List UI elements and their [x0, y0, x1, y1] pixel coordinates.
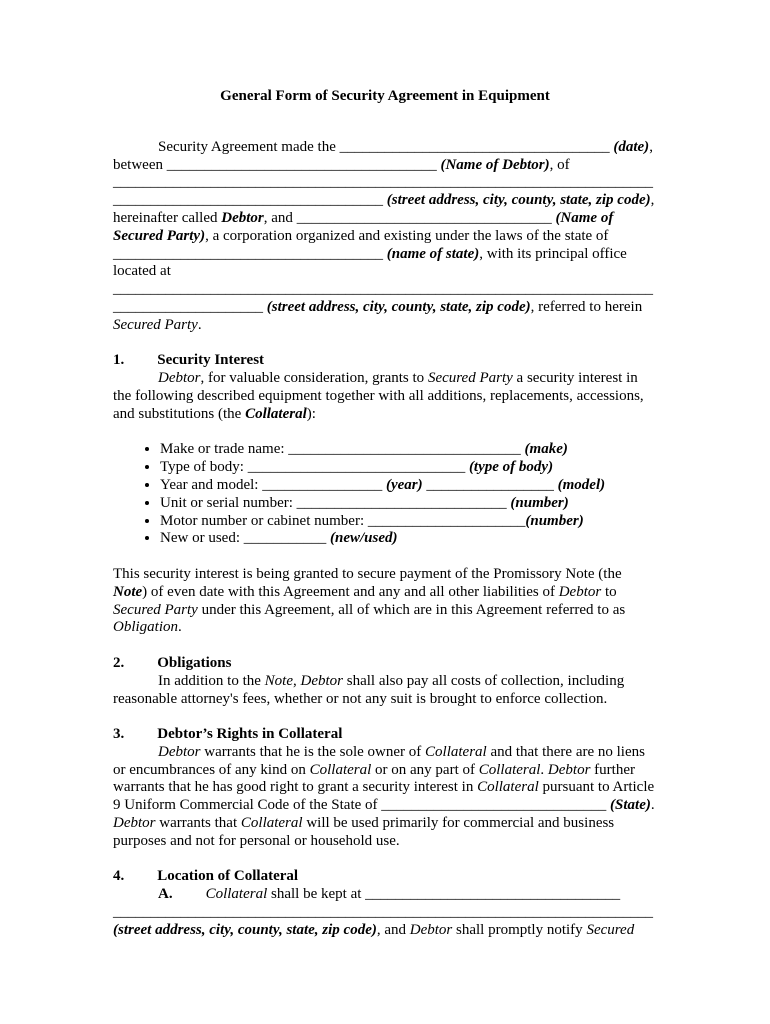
- text-run: Unit or serial number:: [160, 494, 297, 511]
- section-4-continuation: [113, 922, 657, 940]
- text-run: Make or trade name:: [160, 441, 289, 458]
- text-run: Note: [113, 583, 143, 600]
- text-run: shall be kept at: [267, 886, 366, 903]
- text-run: Collateral: [477, 779, 539, 796]
- text-run: , of: [549, 156, 570, 173]
- intro-paragraph: [113, 139, 657, 335]
- text-run: , and: [376, 921, 410, 938]
- text-run: (new/used): [329, 530, 398, 547]
- blank-line: _______________________________: [288, 441, 521, 458]
- section-1-heading: [113, 352, 657, 370]
- list-item: [160, 513, 657, 531]
- text-run: Debtor: [221, 209, 264, 226]
- text-run: 3.: [113, 726, 125, 743]
- text-run: Debtor: [547, 761, 591, 778]
- text-run: 2.: [113, 654, 125, 671]
- document-title: [113, 88, 657, 106]
- list-item: [160, 477, 657, 495]
- text-run: and that there are no liens or encumbrances of any kind on: [113, 743, 645, 778]
- text-run: (model): [557, 476, 606, 493]
- text-run: , a corporation organized and existing under the laws of the state of: [205, 227, 609, 244]
- text-run: Collateral: [205, 886, 268, 903]
- blank-line: __________________________________: [296, 209, 552, 226]
- text-run: Motor number or cabinet number:: [160, 512, 368, 529]
- text-run: (number): [525, 512, 584, 529]
- text-run: Debtor: [113, 815, 156, 832]
- text-run: , hereinafter called: [113, 192, 655, 226]
- text-run: .: [197, 316, 202, 333]
- text-run: .: [178, 619, 182, 636]
- text-run: pursuant to Article 9 Uniform Commercial Code of the State of: [113, 779, 655, 814]
- text-run: Collateral: [245, 405, 307, 422]
- text-run: Note: [264, 672, 293, 689]
- blank-line: ____________________________: [296, 494, 507, 511]
- blank-line: ____________________________________________________________________________________________: [113, 281, 653, 315]
- text-run: Security Agreement made the: [158, 138, 340, 155]
- text-run: Debtor: [300, 672, 343, 689]
- list-item: [160, 530, 657, 548]
- text-run: (Name of Debtor): [440, 156, 550, 173]
- list-item: [160, 459, 657, 477]
- text-run: .: [650, 797, 655, 814]
- text-run: , and: [263, 209, 297, 226]
- blank-line: _________________: [426, 476, 554, 493]
- blank-line: ___________: [243, 530, 327, 547]
- text-run: under this Agreement, all of which are in this Agreement referred to as: [197, 601, 626, 618]
- section-4-blank-line: [113, 904, 657, 922]
- text-run: (date): [613, 138, 650, 155]
- text-run: General Form of Security Agreement in Equipment: [220, 88, 550, 104]
- text-run: ,: [293, 672, 301, 689]
- text-run: a security interest in the following described equipment together with all additions, replacements, accessions, and substitutions (the: [113, 370, 644, 422]
- text-run: Secured Party: [113, 316, 198, 333]
- text-run: (street address, city, county, state, zip code): [266, 298, 531, 315]
- text-run: (State): [610, 797, 651, 814]
- text-run: Debtor: [158, 743, 201, 760]
- text-run: Collateral: [478, 761, 541, 778]
- text-run: 4.: [113, 868, 125, 885]
- text-run: (street address, city, county, state, zip code): [113, 921, 377, 938]
- blank-line: ________________: [262, 476, 383, 493]
- blank-line: ____________________________________: [166, 156, 437, 173]
- list-item: [160, 441, 657, 459]
- text-run: .: [540, 761, 548, 778]
- text-run: (type of body): [468, 459, 554, 476]
- section-2-paragraph: [113, 673, 657, 709]
- blank-line: _____________________: [367, 512, 526, 529]
- text-run: Security Interest: [157, 352, 265, 369]
- text-run: , for valuable consideration, grants to: [200, 370, 428, 387]
- section-4-heading: [113, 868, 657, 886]
- text-run: This security interest is being granted to secure payment of the Promissory Note (the: [113, 565, 622, 582]
- text-run: warrants that: [155, 815, 241, 832]
- text-run: , referred to herein: [530, 298, 643, 315]
- section-3-heading: [113, 726, 657, 744]
- text-run: Obligations: [157, 654, 232, 671]
- text-run: or on any part of: [371, 761, 479, 778]
- text-run: Debtor: [158, 370, 201, 387]
- note-paragraph: [113, 566, 657, 637]
- text-run: Secured Party: [113, 601, 198, 618]
- text-run: ):: [306, 405, 316, 422]
- section-2-heading: [113, 655, 657, 673]
- text-run: New or used:: [160, 530, 244, 547]
- text-run: (name of state): [386, 245, 480, 262]
- text-run: shall also pay all costs of collection, including reasonable attorney's fees, whether or not any suit is brought to enforce collection.: [113, 672, 625, 707]
- text-run: Debtor: [409, 921, 453, 938]
- section-1-paragraph: [113, 370, 657, 423]
- text-run: will be used primarily for commercial and business purposes and not for personal or household use.: [113, 815, 615, 849]
- blank-line: __________________________________: [365, 886, 621, 903]
- text-run: Debtor: [558, 583, 602, 600]
- text-run: (street address, city, county, state, zip code): [386, 192, 651, 209]
- text-run: ) of even date with this Agreement and any and all other liabilities of: [142, 583, 559, 600]
- text-run: A.: [158, 886, 173, 903]
- text-run: Year and model:: [160, 476, 263, 493]
- list-item: [160, 495, 657, 513]
- text-run: to: [601, 583, 617, 600]
- blank-line: ________________________________________________________________________: [113, 904, 653, 921]
- text-run: , with its principal office located at: [113, 245, 627, 280]
- equipment-list: [113, 441, 657, 548]
- blank-line: _____________________________: [247, 459, 466, 476]
- text-run: further warrants that he has good right to grant a security interest in: [113, 761, 635, 796]
- section-4-line-a: [113, 886, 657, 904]
- text-run: (year): [385, 476, 423, 493]
- text-run: warrants that he is the sole owner of: [200, 743, 426, 760]
- blank-line: ____________________________________: [113, 245, 383, 262]
- text-run: (Name of Secured Party): [113, 209, 614, 244]
- text-run: Secured: [586, 921, 635, 938]
- blank-line: ____________________________________________________________________________________________________________: [113, 174, 653, 209]
- text-run: In addition to the: [158, 672, 265, 689]
- text-run: Secured Party: [427, 370, 513, 387]
- text-run: Collateral: [309, 761, 372, 778]
- text-run: Debtor’s Rights in Collateral: [157, 726, 343, 743]
- text-run: Collateral: [240, 815, 303, 832]
- text-run: shall promptly notify: [452, 921, 587, 938]
- text-run: 1.: [113, 352, 125, 369]
- blank-line: ______________________________: [381, 797, 607, 814]
- text-run: (make): [524, 441, 568, 458]
- text-run: Location of Collateral: [157, 868, 299, 885]
- blank-line: ____________________________________: [339, 138, 610, 155]
- section-3-paragraph: [113, 744, 657, 851]
- text-run: Type of body:: [160, 459, 248, 476]
- text-run: , between: [113, 138, 653, 173]
- text-run: Obligation: [113, 619, 179, 636]
- text-run: (number): [510, 494, 569, 511]
- text-run: Collateral: [425, 743, 487, 760]
